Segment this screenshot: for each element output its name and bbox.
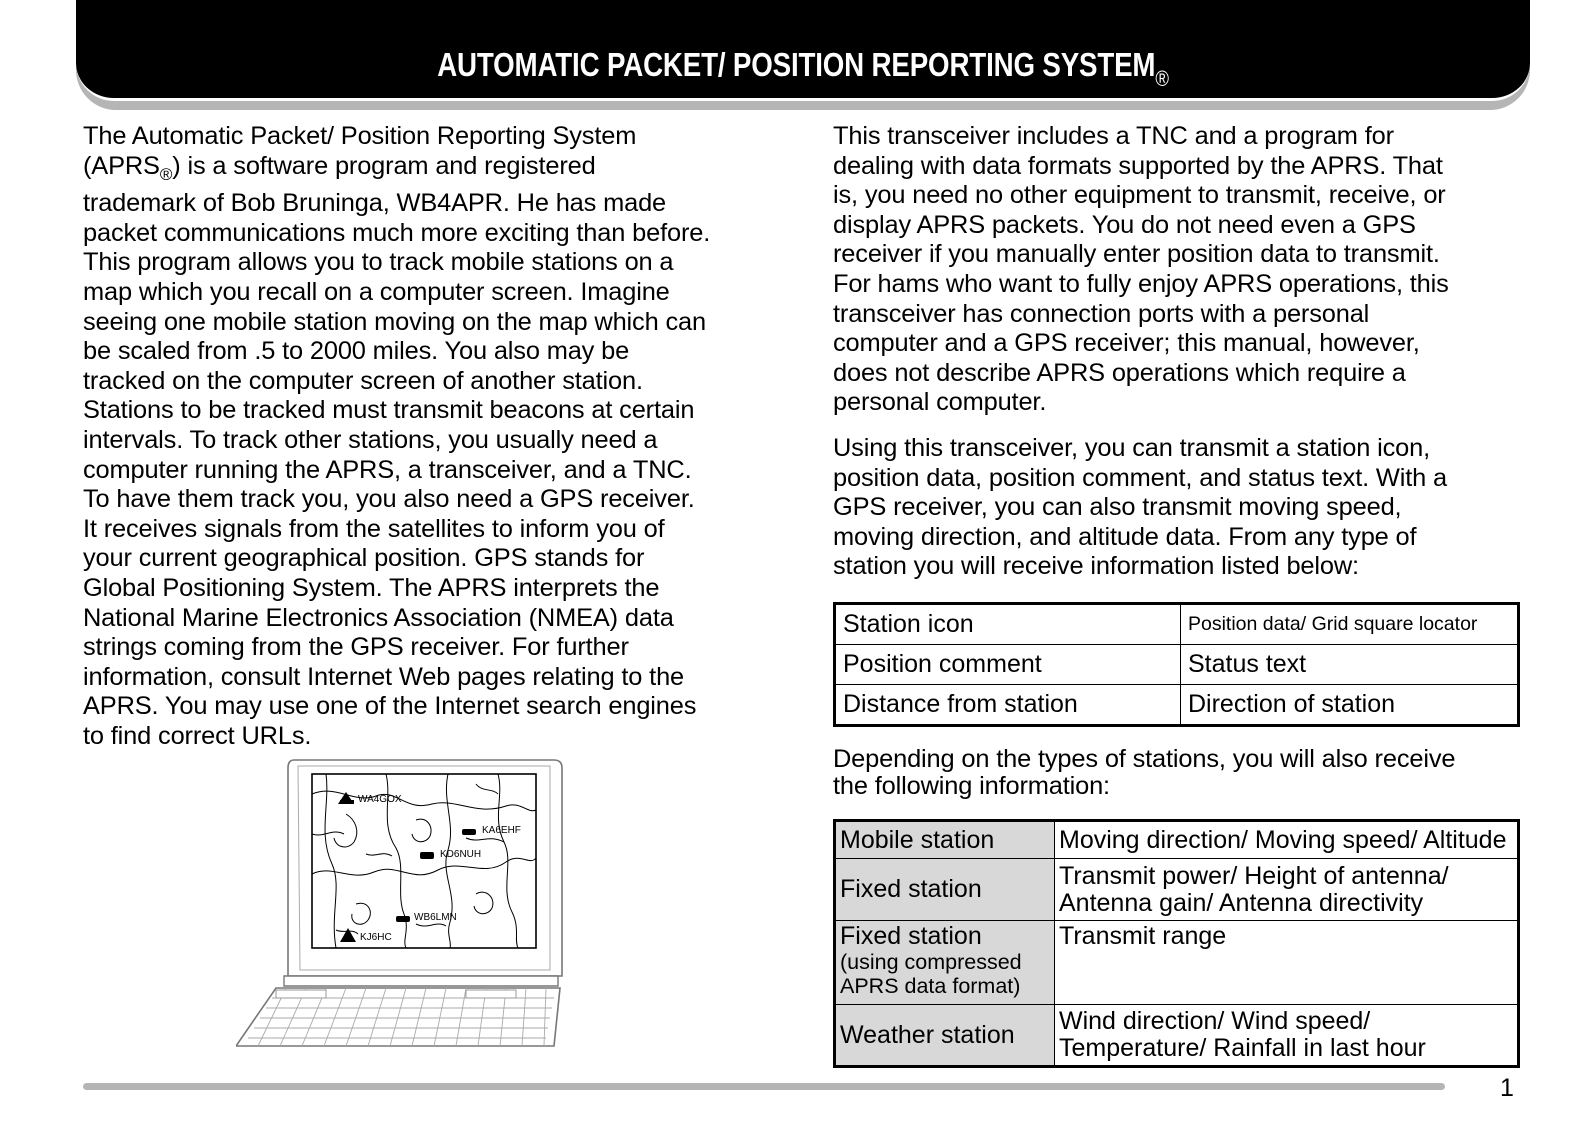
station-type-value: Transmit range xyxy=(1055,921,1519,1005)
text-line: display APRS packets. You do not need even a GPS xyxy=(833,210,1416,239)
text-line: strings coming from the GPS receiver. For further xyxy=(83,633,629,662)
laptop-map-illustration xyxy=(236,754,576,1054)
footer-rule xyxy=(83,1083,1445,1090)
table-row xyxy=(835,645,1519,685)
page-title-text: AUTOMATIC PACKET/ POSITION REPORTING SYSTEM xyxy=(437,46,1156,83)
right-column-text xyxy=(833,122,1528,582)
text-line: information, consult Internet Web pages relating to the xyxy=(83,662,685,691)
table-row xyxy=(835,1005,1519,1067)
table-row xyxy=(835,604,1519,645)
text-line: transceiver has connection ports with a personal xyxy=(833,299,1370,328)
station-type-label: Fixed station (using compressed APRS data format) xyxy=(835,921,1055,1005)
callsign-label: WB6LMN xyxy=(414,912,457,923)
callsign-label: KD6NUH xyxy=(440,849,482,860)
table-cell: Status text xyxy=(1181,645,1519,685)
station-type-value: Moving direction/ Moving speed/ Altitude xyxy=(1055,821,1519,859)
text-line: GPS receiver, you can also transmit moving speed, xyxy=(833,493,1402,522)
table-cell: Distance from station xyxy=(835,685,1181,726)
table-row xyxy=(835,921,1519,1005)
text-line: computer running the APRS, a transceiver, and a TNC. xyxy=(83,455,692,484)
text-line: be scaled from .5 to 2000 miles. You also may be xyxy=(83,337,630,366)
station-type-value: Transmit power/ Height of antenna/ Antenna gain/ Antenna directivity xyxy=(1055,859,1519,921)
text-line: National Marine Electronics Association (NMEA) data xyxy=(83,603,674,632)
paragraph-1 xyxy=(833,122,1528,418)
text-line: intervals. To track other stations, you usually need a xyxy=(83,425,658,454)
station-type-table xyxy=(833,819,1520,1068)
text-line: $(APRS_®)$ is a software program and registered xyxy=(83,151,596,184)
station-type-value: Wind direction/ Wind speed/ Temperature/ Rainfall in last hour xyxy=(1055,1005,1519,1067)
paragraph-3 xyxy=(833,746,1533,800)
table-row xyxy=(835,821,1519,859)
text-line: does not describe APRS operations which require a xyxy=(833,358,1406,387)
text-line: map which you recall on a computer screen. Imagine xyxy=(83,277,670,306)
table-cell: Position data/ Grid square locator xyxy=(1181,604,1519,645)
table-cell: Position comment xyxy=(835,645,1181,685)
text-line: the following information: xyxy=(833,772,1110,800)
text-line: Global Positioning System. The APRS interprets the xyxy=(83,573,660,602)
text-line: To have them track you, you also need a GPS receiver. xyxy=(83,485,695,514)
text-line: your current geographical position. GPS stands for xyxy=(83,544,645,573)
text-line: For hams who want to fully enjoy APRS operations, this xyxy=(833,269,1449,298)
text-line: tracked on the computer screen of another station. xyxy=(83,366,643,395)
station-type-label: Mobile station xyxy=(835,821,1055,859)
text-line: personal computer. xyxy=(833,388,1047,417)
table-cell: Direction of station xyxy=(1181,685,1519,726)
page-number: 1 xyxy=(1500,1074,1514,1102)
text-line: moving direction, and altitude data. From any type of xyxy=(833,522,1417,551)
table-cell: Station icon xyxy=(835,604,1181,645)
station-type-label: Fixed station xyxy=(835,859,1055,921)
text-line: This transceiver includes a TNC and a program for xyxy=(833,122,1394,150)
table-row xyxy=(835,685,1519,726)
text-line: position data, position comment, and status text. With a xyxy=(833,463,1447,492)
left-column-text xyxy=(83,122,773,751)
callsign-label: KA6EHF xyxy=(482,825,521,836)
text-line: station you will receive information listed below: xyxy=(833,552,1359,581)
text-line: The Automatic Packet/ Position Reporting System xyxy=(83,122,637,150)
text-line: to find correct URLs. xyxy=(83,721,312,750)
paragraph-2 xyxy=(833,434,1528,582)
text-line: is, you need no other equipment to transmit, receive, or xyxy=(833,181,1446,210)
text-line: trademark of Bob Bruninga, WB4APR. He has made xyxy=(83,189,667,218)
callsign-label: WA4GOX xyxy=(358,794,402,805)
callsign-label: KJ6HC xyxy=(360,932,392,943)
text-line: computer and a GPS receiver; this manual, however, xyxy=(833,329,1420,358)
text-line: Depending on the types of stations, you will also receive xyxy=(833,745,1456,773)
page-title xyxy=(192,46,1413,92)
text-line: packet communications much more exciting than before. xyxy=(83,218,711,247)
text-line: Using this transceiver, you can transmit a station icon, xyxy=(833,433,1431,462)
text-line: APRS. You may use one of the Internet search engines xyxy=(83,692,697,721)
table-row xyxy=(835,859,1519,921)
text-line: This program allows you to track mobile stations on a xyxy=(83,248,674,277)
text-line: receiver if you manually enter position data to transmit. xyxy=(833,240,1440,269)
registered-mark: ® xyxy=(159,164,173,184)
received-info-table xyxy=(833,602,1520,727)
text-line: Stations to be tracked must transmit beacons at certain xyxy=(83,396,695,425)
registered-mark: ® xyxy=(1155,66,1169,91)
text-line: dealing with data formats supported by the APRS. That xyxy=(833,151,1443,180)
text-line: It receives signals from the satellites to inform you of xyxy=(83,514,665,543)
station-type-label: Weather station xyxy=(835,1005,1055,1067)
text-line: seeing one mobile station moving on the map which can xyxy=(83,307,706,336)
